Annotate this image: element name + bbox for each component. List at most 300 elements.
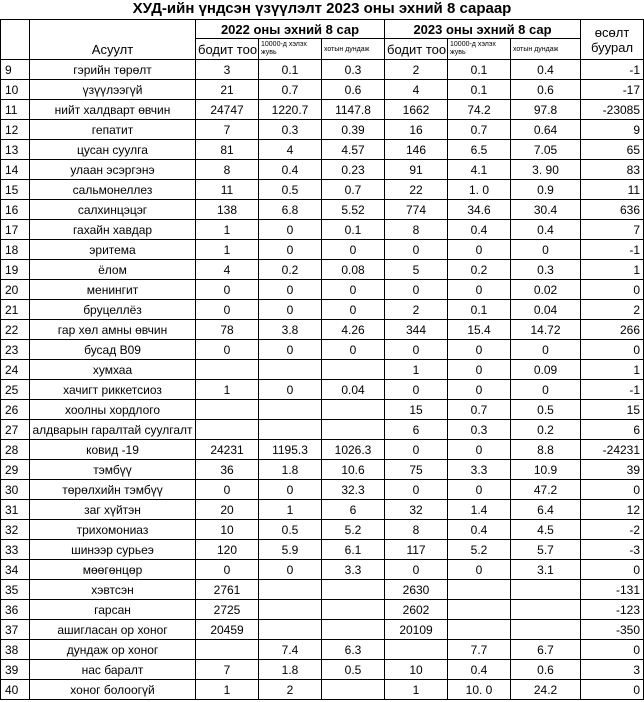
per10000-2022: 0.5 [259, 520, 322, 540]
header-avg-2023: хотын дундаж [511, 39, 581, 60]
count-2023: 0 [385, 280, 448, 300]
header-growth: өсөлт буурал [581, 20, 644, 60]
per10000-2022 [259, 400, 322, 420]
table-row [1, 620, 644, 640]
header-row-1 [1, 20, 644, 39]
per10000-2023: 0 [448, 380, 511, 400]
per10000-2022: 7.4 [259, 640, 322, 660]
per10000-2022: 0 [259, 380, 322, 400]
growth-value: 39 [581, 460, 644, 480]
row-question: нийт халдварт өвчин [30, 100, 196, 120]
avg-2022 [322, 580, 385, 600]
count-2023: 1 [385, 360, 448, 380]
header-per10000-2022: 10000-д хэлэх жувь [259, 39, 322, 60]
count-2023: 117 [385, 540, 448, 560]
per10000-2022: 0 [259, 240, 322, 260]
per10000-2023: 3.3 [448, 460, 511, 480]
table-row [1, 200, 644, 220]
per10000-2022: 1 [259, 500, 322, 520]
count-2023: 6 [385, 420, 448, 440]
table-row [1, 520, 644, 540]
row-question: дундаж ор хоног [30, 640, 196, 660]
per10000-2023: 0.1 [448, 300, 511, 320]
avg-2022: 6.3 [322, 640, 385, 660]
count-2022: 3 [196, 60, 259, 80]
row-question: бусад B09 [30, 340, 196, 360]
growth-value: 0 [581, 340, 644, 360]
per10000-2023: 74.2 [448, 100, 511, 120]
per10000-2023: 0 [448, 240, 511, 260]
per10000-2022: 4 [259, 140, 322, 160]
avg-2023: 6.4 [511, 500, 581, 520]
per10000-2023: 5.2 [448, 540, 511, 560]
avg-2022: 0.1 [322, 220, 385, 240]
row-index: 18 [1, 240, 30, 260]
count-2022: 20459 [196, 620, 259, 640]
per10000-2023: 10. 0 [448, 680, 511, 700]
growth-value: -131 [581, 580, 644, 600]
row-question: хачигт риккетсиоз [30, 380, 196, 400]
count-2022: 1 [196, 220, 259, 240]
row-index: 32 [1, 520, 30, 540]
row-question: хэвтсэн [30, 580, 196, 600]
row-question: хоног болоогүй [30, 680, 196, 700]
per10000-2023: 0.4 [448, 520, 511, 540]
row-index: 21 [1, 300, 30, 320]
growth-value: 12 [581, 500, 644, 520]
growth-value: -17 [581, 80, 644, 100]
growth-value: 2 [581, 300, 644, 320]
avg-2022: 1026.3 [322, 440, 385, 460]
row-index: 15 [1, 180, 30, 200]
per10000-2023: 0 [448, 280, 511, 300]
table-row [1, 240, 644, 260]
growth-value: -24231 [581, 440, 644, 460]
row-index: 16 [1, 200, 30, 220]
table-row [1, 100, 644, 120]
per10000-2022: 0 [259, 300, 322, 320]
count-2022: 0 [196, 560, 259, 580]
avg-2023: 0.3 [511, 260, 581, 280]
row-index: 22 [1, 320, 30, 340]
growth-value: -1 [581, 240, 644, 260]
avg-2023: 14.72 [511, 320, 581, 340]
per10000-2022: 5.9 [259, 540, 322, 560]
table-row [1, 600, 644, 620]
table-row [1, 140, 644, 160]
avg-2023: 0.4 [511, 220, 581, 240]
table-row [1, 60, 644, 80]
table-row [1, 300, 644, 320]
per10000-2023: 0 [448, 340, 511, 360]
per10000-2022: 3.8 [259, 320, 322, 340]
per10000-2022: 0 [259, 280, 322, 300]
growth-value: 266 [581, 320, 644, 340]
per10000-2023: 0.2 [448, 260, 511, 280]
avg-2023: 4.5 [511, 520, 581, 540]
per10000-2022: 6.8 [259, 200, 322, 220]
header-count-2022: бодит тоо [196, 39, 259, 60]
avg-2022: 5.2 [322, 520, 385, 540]
count-2022: 36 [196, 460, 259, 480]
avg-2022: 0.6 [322, 80, 385, 100]
row-question: нас баралт [30, 660, 196, 680]
growth-value: 0 [581, 680, 644, 700]
row-index: 30 [1, 480, 30, 500]
growth-value: -350 [581, 620, 644, 640]
avg-2022: 0 [322, 240, 385, 260]
avg-2023: 47.2 [511, 480, 581, 500]
growth-value: 11 [581, 180, 644, 200]
row-index: 9 [1, 60, 30, 80]
count-2022: 138 [196, 200, 259, 220]
row-index: 24 [1, 360, 30, 380]
table-row [1, 280, 644, 300]
avg-2023: 24.2 [511, 680, 581, 700]
row-question: гахайн хавдар [30, 220, 196, 240]
avg-2022 [322, 620, 385, 640]
count-2022: 2725 [196, 600, 259, 620]
count-2022: 120 [196, 540, 259, 560]
row-index: 39 [1, 660, 30, 680]
per10000-2023: 0 [448, 480, 511, 500]
growth-value: -3 [581, 540, 644, 560]
row-index: 31 [1, 500, 30, 520]
row-question: шинээр сурьеэ [30, 540, 196, 560]
table-row [1, 320, 644, 340]
count-2022: 0 [196, 480, 259, 500]
avg-2023: 6.7 [511, 640, 581, 660]
table-row [1, 360, 644, 380]
avg-2023: 0.6 [511, 660, 581, 680]
growth-value: 0 [581, 560, 644, 580]
row-index: 26 [1, 400, 30, 420]
count-2022 [196, 420, 259, 440]
count-2023: 0 [385, 240, 448, 260]
count-2023: 75 [385, 460, 448, 480]
count-2022: 7 [196, 660, 259, 680]
count-2023: 2630 [385, 580, 448, 600]
per10000-2023: 4.1 [448, 160, 511, 180]
count-2023: 5 [385, 260, 448, 280]
avg-2022: 0 [322, 340, 385, 360]
avg-2022: 6 [322, 500, 385, 520]
growth-value: 0 [581, 480, 644, 500]
count-2023: 32 [385, 500, 448, 520]
per10000-2023: 0.7 [448, 120, 511, 140]
count-2022 [196, 360, 259, 380]
count-2022: 8 [196, 160, 259, 180]
per10000-2022: 0.3 [259, 120, 322, 140]
count-2022: 21 [196, 80, 259, 100]
row-question: заг хүйтэн [30, 500, 196, 520]
per10000-2023: 34.6 [448, 200, 511, 220]
per10000-2022: 2 [259, 680, 322, 700]
per10000-2022: 0 [259, 480, 322, 500]
avg-2022: 0.7 [322, 180, 385, 200]
growth-value: 9 [581, 120, 644, 140]
row-index: 34 [1, 560, 30, 580]
indicator-table [0, 19, 644, 700]
count-2022 [196, 400, 259, 420]
per10000-2022: 0 [259, 220, 322, 240]
avg-2023: 0 [511, 380, 581, 400]
row-question: гепатит [30, 120, 196, 140]
per10000-2023: 7.7 [448, 640, 511, 660]
header-per10000-2023: 10000-д хэлэх жувь [448, 39, 511, 60]
avg-2023: 8.8 [511, 440, 581, 460]
count-2023: 8 [385, 220, 448, 240]
avg-2022: 32.3 [322, 480, 385, 500]
per10000-2022 [259, 600, 322, 620]
count-2023: 4 [385, 80, 448, 100]
avg-2023 [511, 620, 581, 640]
per10000-2022: 0.7 [259, 80, 322, 100]
row-index: 11 [1, 100, 30, 120]
avg-2023: 0.04 [511, 300, 581, 320]
per10000-2022: 1195.3 [259, 440, 322, 460]
table-row [1, 500, 644, 520]
table-row [1, 560, 644, 580]
row-index: 12 [1, 120, 30, 140]
row-question: ашигласан ор хоног [30, 620, 196, 640]
per10000-2023: 0.1 [448, 80, 511, 100]
growth-value: -123 [581, 600, 644, 620]
per10000-2023: 6.5 [448, 140, 511, 160]
header-index [1, 20, 30, 60]
per10000-2023: 0.7 [448, 400, 511, 420]
count-2022: 1 [196, 380, 259, 400]
per10000-2022 [259, 620, 322, 640]
count-2022: 81 [196, 140, 259, 160]
growth-value: 15 [581, 400, 644, 420]
row-question: трихомониаз [30, 520, 196, 540]
row-question: бруцеллёз [30, 300, 196, 320]
table-row [1, 580, 644, 600]
row-index: 19 [1, 260, 30, 280]
row-question: ковид -19 [30, 440, 196, 460]
count-2023: 2602 [385, 600, 448, 620]
table-row [1, 220, 644, 240]
avg-2022: 10.6 [322, 460, 385, 480]
avg-2023: 0.09 [511, 360, 581, 380]
count-2023: 2 [385, 60, 448, 80]
avg-2022: 4.26 [322, 320, 385, 340]
count-2023: 8 [385, 520, 448, 540]
count-2022: 1 [196, 240, 259, 260]
row-question: гарсан [30, 600, 196, 620]
table-row [1, 640, 644, 660]
avg-2023 [511, 600, 581, 620]
header-avg-2022: хотын дундаж [322, 39, 385, 60]
row-index: 35 [1, 580, 30, 600]
avg-2023: 0.2 [511, 420, 581, 440]
table-row [1, 160, 644, 180]
avg-2022: 0.5 [322, 660, 385, 680]
row-index: 27 [1, 420, 30, 440]
row-index: 10 [1, 80, 30, 100]
growth-value: -23085 [581, 100, 644, 120]
count-2023: 0 [385, 560, 448, 580]
per10000-2023: 1. 0 [448, 180, 511, 200]
count-2023: 2 [385, 300, 448, 320]
per10000-2023 [448, 580, 511, 600]
row-question: эритема [30, 240, 196, 260]
count-2022: 0 [196, 340, 259, 360]
table-row [1, 540, 644, 560]
row-index: 29 [1, 460, 30, 480]
avg-2022: 0.23 [322, 160, 385, 180]
avg-2022: 6.1 [322, 540, 385, 560]
per10000-2022 [259, 420, 322, 440]
avg-2022: 0.3 [322, 60, 385, 80]
table-row [1, 180, 644, 200]
growth-value: 0 [581, 280, 644, 300]
per10000-2023: 0 [448, 440, 511, 460]
per10000-2022: 0.4 [259, 160, 322, 180]
avg-2022: 5.52 [322, 200, 385, 220]
row-question: ёлом [30, 260, 196, 280]
count-2023: 0 [385, 440, 448, 460]
avg-2023: 3. 90 [511, 160, 581, 180]
row-question: гар хөл амны өвчин [30, 320, 196, 340]
avg-2022 [322, 420, 385, 440]
count-2022: 0 [196, 300, 259, 320]
avg-2022: 4.57 [322, 140, 385, 160]
per10000-2022: 0 [259, 340, 322, 360]
count-2022: 78 [196, 320, 259, 340]
count-2023: 10 [385, 660, 448, 680]
row-index: 28 [1, 440, 30, 460]
count-2023: 91 [385, 160, 448, 180]
avg-2023: 97.8 [511, 100, 581, 120]
avg-2022: 0 [322, 280, 385, 300]
per10000-2022: 1.8 [259, 460, 322, 480]
row-index: 13 [1, 140, 30, 160]
per10000-2022 [259, 360, 322, 380]
avg-2023 [511, 580, 581, 600]
per10000-2023: 0.3 [448, 420, 511, 440]
growth-value: -2 [581, 520, 644, 540]
avg-2022 [322, 360, 385, 380]
per10000-2022: 1220.7 [259, 100, 322, 120]
page-title: ХУД-ийн үндсэн үзүүлэлт 2023 оны эхний 8 сараар [132, 0, 512, 17]
count-2022: 4 [196, 260, 259, 280]
count-2022: 1 [196, 680, 259, 700]
count-2022: 10 [196, 520, 259, 540]
per10000-2023 [448, 600, 511, 620]
row-question: салхинцэцэг [30, 200, 196, 220]
row-question: алдварын гаралтай суулгалт [30, 420, 196, 440]
growth-value: 83 [581, 160, 644, 180]
row-question: улаан эсэргэнэ [30, 160, 196, 180]
per10000-2022: 0.5 [259, 180, 322, 200]
count-2022 [196, 640, 259, 660]
table-row [1, 380, 644, 400]
row-index: 40 [1, 680, 30, 700]
row-index: 17 [1, 220, 30, 240]
count-2022: 7 [196, 120, 259, 140]
per10000-2023: 0.4 [448, 220, 511, 240]
growth-value: 1 [581, 360, 644, 380]
avg-2023: 7.05 [511, 140, 581, 160]
table-row [1, 260, 644, 280]
avg-2023: 30.4 [511, 200, 581, 220]
count-2022: 0 [196, 280, 259, 300]
row-index: 33 [1, 540, 30, 560]
per10000-2022: 1.8 [259, 660, 322, 680]
per10000-2023: 0.1 [448, 60, 511, 80]
per10000-2022: 0.1 [259, 60, 322, 80]
avg-2022 [322, 680, 385, 700]
header-period-2022: 2022 оны эхний 8 сар [196, 20, 385, 39]
per10000-2023: 15.4 [448, 320, 511, 340]
growth-value: -1 [581, 380, 644, 400]
table-row [1, 120, 644, 140]
per10000-2023: 1.4 [448, 500, 511, 520]
row-index: 36 [1, 600, 30, 620]
header-question: Асуулт [30, 20, 196, 60]
count-2023: 22 [385, 180, 448, 200]
header-period-2023: 2023 оны эхний 8 сар [385, 20, 581, 39]
avg-2023: 10.9 [511, 460, 581, 480]
row-question: үзүүлээгүй [30, 80, 196, 100]
table-row [1, 440, 644, 460]
avg-2023: 0 [511, 240, 581, 260]
row-question: төрөлхийн тэмбүү [30, 480, 196, 500]
per10000-2023: 0 [448, 360, 511, 380]
avg-2023: 0.4 [511, 60, 581, 80]
header-count-2023: бодит тоо [385, 39, 448, 60]
growth-value: 6 [581, 420, 644, 440]
row-question: тэмбүү [30, 460, 196, 480]
row-index: 38 [1, 640, 30, 660]
row-index: 25 [1, 380, 30, 400]
count-2023: 20109 [385, 620, 448, 640]
table-row [1, 420, 644, 440]
growth-value: 1 [581, 260, 644, 280]
row-index: 37 [1, 620, 30, 640]
growth-value: 636 [581, 200, 644, 220]
row-question: менингит [30, 280, 196, 300]
avg-2022 [322, 600, 385, 620]
avg-2023: 0.02 [511, 280, 581, 300]
count-2022: 11 [196, 180, 259, 200]
count-2022: 24231 [196, 440, 259, 460]
row-question: цусан суулга [30, 140, 196, 160]
avg-2023: 0.9 [511, 180, 581, 200]
count-2023: 0 [385, 480, 448, 500]
growth-value: 7 [581, 220, 644, 240]
count-2023: 16 [385, 120, 448, 140]
table-row [1, 480, 644, 500]
growth-value: 3 [581, 660, 644, 680]
count-2023 [385, 640, 448, 660]
row-question: гэрийн төрөлт [30, 60, 196, 80]
count-2023: 774 [385, 200, 448, 220]
avg-2023: 0 [511, 340, 581, 360]
table-row [1, 660, 644, 680]
count-2023: 0 [385, 380, 448, 400]
avg-2022 [322, 400, 385, 420]
count-2023: 0 [385, 340, 448, 360]
row-question: мөөгөнцөр [30, 560, 196, 580]
avg-2023: 0.5 [511, 400, 581, 420]
count-2023: 146 [385, 140, 448, 160]
avg-2022: 0.08 [322, 260, 385, 280]
growth-value: 0 [581, 640, 644, 660]
table-row [1, 460, 644, 480]
